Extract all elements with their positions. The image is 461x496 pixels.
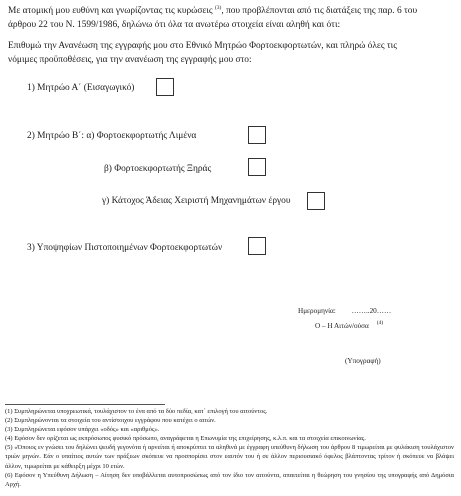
footnote-separator xyxy=(5,404,165,405)
footnote-ref-3: (3) xyxy=(214,5,222,11)
option-registry-a-checkbox[interactable] xyxy=(156,78,174,96)
declaration-line-1: Με ατομική μου ευθύνη και γνωρίζοντας τις κυρώσεις $^{(3)}$, που προβλέπονται από τις διατάξεις της παρ. 6 του xyxy=(8,5,418,16)
option-registry-b-land-checkbox[interactable] xyxy=(248,158,266,176)
date-value: ……..20…… xyxy=(351,307,392,315)
date-row xyxy=(298,306,391,316)
signature-label: (Υπογραφή) xyxy=(345,357,381,365)
footnote-ref-4: (4) xyxy=(376,320,384,326)
option-registry-b-machinery-checkbox[interactable] xyxy=(307,192,325,210)
option-registry-b-machinery-label: γ) Κάτοχος Άδειας Χειριστή Μηχανημάτων έργου xyxy=(102,196,291,206)
footnote-3: (3) Συμπληρώνεται εφόσον υπάρχει «οδός» και «αριθμός». xyxy=(5,426,160,434)
option-certified-candidates-label: 3) Υποψηφίων Πιστοποιημένων Φορτοεκφορτωτών xyxy=(27,243,223,253)
option-registry-b-land-label: β) Φορτοεκφορτωτής Ξηράς xyxy=(104,164,212,174)
footnote-4: (4) Εφόσον δεν ορίζεται ως εκπρόσωπος φυσικό πρόσωπο, αναγράφεται η Επωνυμία της επιχείρησης, κ.λ.π. και τα στοιχεία επικοινωνίας. xyxy=(5,435,366,443)
footnote-6: (6) Εφόσον η Υπεύθυνη Δήλωση – Αίτηση δεν υποβάλλεται αυτοπροσώπως από τον ίδιο τον αιτούντα, απαιτείται η θεώρηση του γνησίου της υπογραφής από Δημόσια Αρχή. xyxy=(5,471,454,488)
declaration-line-2: άρθρου 22 του Ν. 1599/1986, δηλώνω ότι όλα τα ανωτέρω στοιχεία είναι αληθή και ότι: xyxy=(8,19,341,30)
option-certified-candidates-checkbox[interactable] xyxy=(248,237,266,255)
intro-line-1: Επιθυμώ την Ανανέωση της εγγραφής μου στο Εθνικό Μητρώο Φορτοεκφορτωτών, και πληρώ όλες τις xyxy=(8,41,397,51)
footnotes xyxy=(5,407,454,489)
footnote-1: (1) Συμπληρώνεται υποχρεωτικά, τουλάχιστον το ένα από τα δύο πεδία, κατ΄ επιλογή του αιτούντος. xyxy=(5,408,268,415)
option-registry-b-port-label: 2) Μητρώο Β΄: α) Φορτοεκφορτωτής Λιμένα xyxy=(27,131,197,141)
intro-paragraph xyxy=(8,40,452,67)
declaration-paragraph xyxy=(8,5,452,32)
intro-line-2: νόμιμες προϋποθέσεις, για την ανανέωση της εγγραφής μου στο: xyxy=(8,54,252,65)
footnote-2: (2) Συμπληρώνονται τα στοιχεία του αντίστοιχου εγγράφου που κατέχει ο αιτών. xyxy=(5,417,216,425)
footnote-5: (5) «Όποιος εν γνώσει του δηλώνει ψευδή γεγονότα ή αρνείται ή αποκρύπτει τα αληθινά με έγγραφη υπεύθυνη δήλωση του άρθρου 8 τιμωρείται με φυλάκιση τουλάχιστον τριών μηνών. Εάν ο υπαίτιος αυτών των πράξεων σκόπευε να προσπορίσει στον εαυτόν του ή σε άλλον περιουσιακό όφελος βλάπτοντας τρίτον ή σκόπευε να βλάψει άλλον, τιμωρείται με κάθειρξη μέχρι 10 ετών. xyxy=(5,444,454,470)
date-label: Ημερομηνία: xyxy=(298,307,336,315)
option-registry-a-label: 1) Μητρώο Α΄ (Εισαγωγικό) xyxy=(27,83,135,93)
option-registry-b-port-checkbox[interactable] xyxy=(248,126,266,144)
declarant-label: Ο – Η Αιτών/ούσα $^{(4)}$ xyxy=(315,320,384,330)
